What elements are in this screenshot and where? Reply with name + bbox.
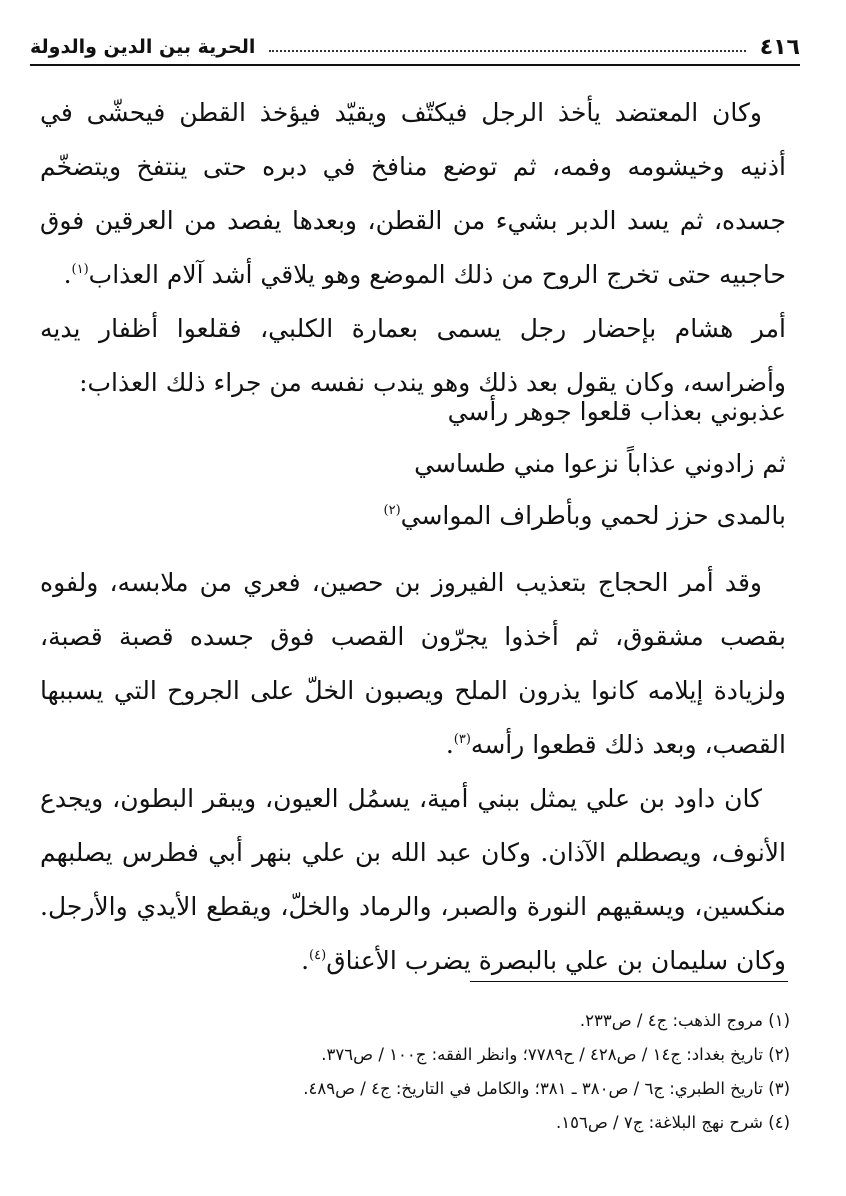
- page-header: [30, 30, 800, 66]
- paragraph-3-text: وقد أمر الحجاج بتعذيب الفيروز بن حصين، فعري من ملابسه، ولفوه بقصب مشقوق، ثم أخذوا يجرّون القصب فوق جسده قصبة قصبة، ولزيادة إيلامه كانوا يذرون الملح ويصبون الخلّ على الجروح التي يسببها القصب، وبعد ذلك قطعوا رأسه: [40, 568, 786, 759]
- body-block-2: [40, 556, 786, 988]
- footnote-ref-3: (٣): [453, 732, 471, 747]
- running-title: الحرية بين الدين والدولة: [30, 36, 256, 58]
- footnote-separator: [470, 981, 788, 982]
- paragraph-1: وكان المعتضد يأخذ الرجل فيكتّف ويقيّد فيؤخذ القطن فيحشّى في أذنيه وخيشومه وفمه، ثم توضع منافخ في دبره حتى ينتفخ ويتضخّم جسده، ثم يسد الدبر بشيء من القطن، وبعدها يفصد من العرقين فوق حاجبيه حتى تخرج الروح من ذلك الموضع وهو يلاقي أشد آلام العذاب$^{(١)}$.: [40, 98, 786, 289]
- poem-line-1: عذبوني بعذاب قلعوا جوهر رأسي: [447, 397, 786, 426]
- footnotes: [90, 1004, 790, 1140]
- footnote-2: (٢) تاريخ بغداد: ج١٤ / ص٤٢٨ / ح٧٧٨٩؛ وانظر الفقه: ج١٠٠ / ص٣٧٦.: [321, 1045, 790, 1064]
- page-number: ٤١٦: [759, 34, 800, 60]
- poem-line-3: [384, 496, 787, 536]
- footnote-3: (٣) تاريخ الطبري: ج٦ / ص٣٨٠ ـ ٣٨١؛ والكامل في التاريخ: ج٤ / ص٤٨٩.: [303, 1079, 790, 1098]
- poem-line-2: ثم زادوني عذاباً نزعوا مني طساسي: [414, 449, 786, 478]
- paragraph-1-text: وكان المعتضد يأخذ الرجل فيكتّف ويقيّد فيؤخذ القطن فيحشّى في أذنيه وخيشومه وفمه، ثم توضع منافخ في دبره حتى ينتفخ ويتضخّم جسده، ثم يسد الدبر بشيء من القطن، وبعدها يفصد من العرقين فوق حاجبيه حتى تخرج الروح من ذلك الموضع وهو يلاقي أشد آلام العذاب: [40, 98, 786, 289]
- body-block-1: [40, 86, 786, 410]
- footnote-ref-2: (٢): [383, 503, 401, 518]
- footnote-ref-4: (٤): [309, 948, 327, 963]
- paragraph-4: كان داود بن علي يمثل ببني أمية، يسمُل العيون، ويبقر البطون، ويجدع الأنوف، ويصطلم الآذان. وكان عبد الله بن علي بنهر أبي فطرس يصلبهم منكسين، ويسقيهم النورة والصبر، والرماد والخلّ، ويقطع الأيدي والأرجل. وكان سليمان بن علي بالبصرة يضرب الأعناق$^{(٤)}$.: [40, 784, 786, 975]
- footnote-4: (٤) شرح نهج البلاغة: ج٧ / ص١٥٦.: [556, 1113, 790, 1132]
- paragraph-3: وقد أمر الحجاج بتعذيب الفيروز بن حصين، فعري من ملابسه، ولفوه بقصب مشقوق، ثم أخذوا يجرّون القصب فوق جسده قصبة قصبة، ولزيادة إيلامه كانوا يذرون الملح ويصبون الخلّ على الجروح التي يسببها القصب، وبعد ذلك قطعوا رأسه$^{(٣)}$.: [40, 568, 786, 759]
- footnote-ref-1: (١): [71, 262, 89, 277]
- paragraph-4-text: كان داود بن علي يمثل ببني أمية، يسمُل العيون، ويبقر البطون، ويجدع الأنوف، ويصطلم الآذان. وكان عبد الله بن علي بنهر أبي فطرس يصلبهم منكسين، ويسقيهم النورة والصبر، والرماد والخلّ، ويقطع الأيدي والأرجل. وكان سليمان بن علي بالبصرة يضرب الأعناق: [40, 784, 786, 975]
- paragraph-2-text: أمر هشام بإحضار رجل يسمى بعمارة الكلبي، فقلعوا أظفار يديه وأضراسه، وكان يقول بعد ذلك وهو يندب نفسه من جراء ذلك العذاب:: [40, 314, 786, 397]
- poem-line-3-text: بالمدى حزز لحمي وبأطراف المواسي: [400, 501, 786, 530]
- footnote-1: (١) مروج الذهب: ج٤ / ص٢٣٣.: [579, 1011, 790, 1030]
- header-dot-leader: [269, 50, 745, 52]
